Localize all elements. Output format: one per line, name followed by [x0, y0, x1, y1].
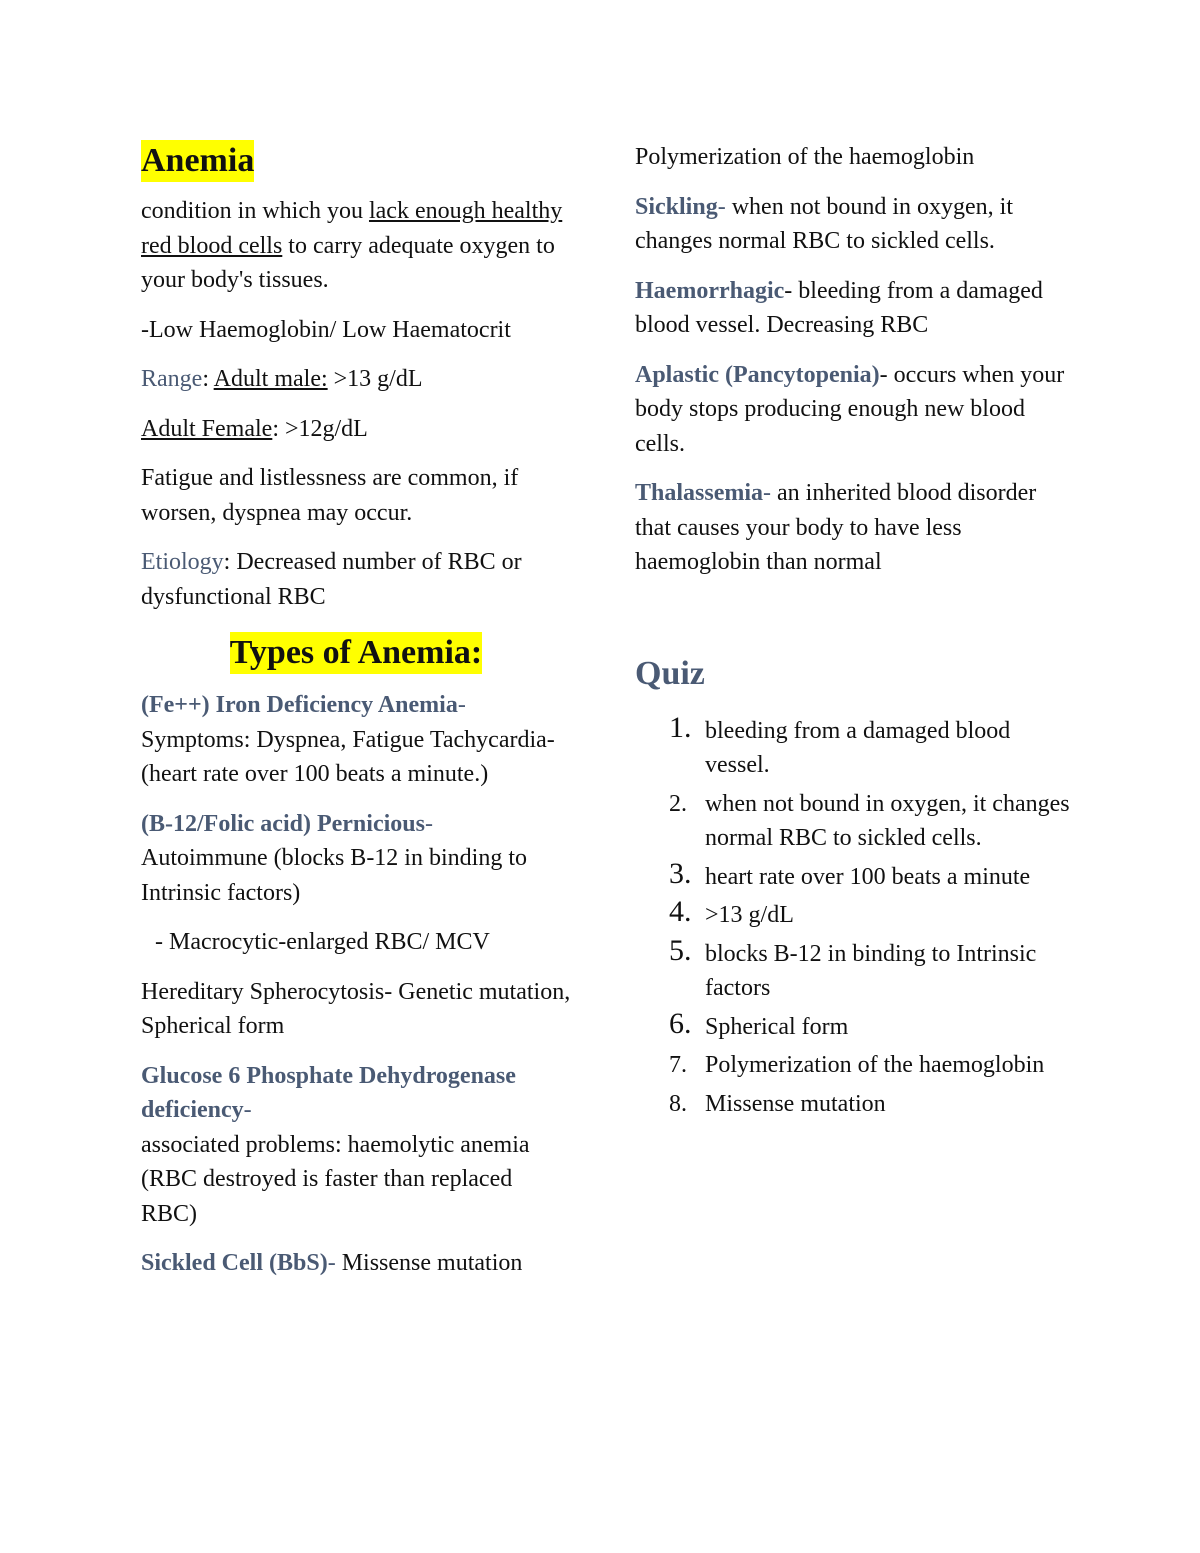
polymerization-line: Polymerization of the haemoglobin	[635, 144, 975, 170]
right-column	[635, 140, 1075, 1125]
quiz-title: Quiz	[635, 654, 705, 692]
hereditary-line: Hereditary Spherocytosis- Genetic mutation, Spherical form	[141, 978, 571, 1039]
low-line: -Low Haemoglobin/ Low Haematocrit	[141, 316, 511, 343]
quiz-item	[635, 710, 1075, 783]
definition-underlined: lack enough healthy red blood cells	[141, 198, 563, 259]
anemia-title: Anemia	[141, 140, 254, 182]
haemorrhagic-head: Haemorrhagic	[635, 277, 785, 304]
quiz-item-number: 5.	[669, 933, 692, 967]
sickling-dash: -	[717, 193, 726, 220]
range-colon: :	[202, 366, 214, 392]
range-line	[141, 362, 571, 397]
quiz-item	[635, 895, 1075, 933]
types-title: Types of Anemia:	[230, 632, 482, 674]
thalassemia-text: an inherited blood disorder that causes your body to have less haemoglobin than normal	[635, 480, 1037, 575]
female-line	[141, 412, 571, 447]
quiz-item-number: 1.	[669, 710, 692, 744]
quiz-item	[635, 856, 1075, 895]
quiz-item-number: 7.	[669, 1052, 687, 1078]
sickle-text: Missense mutation	[335, 1250, 523, 1276]
quiz-item-number: 4.	[669, 895, 692, 928]
g6pd-dash: -	[243, 1097, 252, 1123]
quiz-list	[635, 710, 1075, 1122]
types-heading-wrap	[141, 632, 571, 674]
quiz-item	[635, 787, 1075, 856]
sickle-section	[141, 1246, 571, 1281]
quiz-item-number: 8.	[669, 1090, 687, 1117]
pernicious-text: Autoimmune (blocks B-12 in binding to Intrinsic factors)	[141, 845, 527, 906]
quiz-item-text: Spherical form	[705, 1013, 849, 1040]
haemorrhagic-text: - bleeding from a damaged blood vessel. Decreasing RBC	[635, 277, 1043, 338]
quiz-item-number: 2.	[669, 790, 687, 817]
quiz-item-text: blocks B-12 in binding to Intrinsic factors	[705, 940, 1037, 1001]
thalassemia-dash: -	[763, 480, 772, 506]
haemorrhagic-section	[635, 274, 1075, 343]
adult-female-value: : >12g/dL	[272, 415, 368, 442]
definition-post: to carry adequate oxygen to your body's tissues.	[141, 232, 555, 293]
quiz-item-text: heart rate over 100 beats a minute	[705, 863, 1031, 890]
aplastic-section	[635, 358, 1075, 462]
thalassemia-head: Thalassemia	[635, 480, 764, 506]
quiz-item-number: 6.	[669, 1006, 692, 1040]
pernicious-dash: -	[424, 810, 433, 837]
g6pd-head: Glucose 6 Phosphate Dehydrogenase deficiency	[141, 1062, 516, 1123]
quiz-item	[635, 1048, 1075, 1083]
aplastic-text: - occurs when your body stops producing enough new blood cells.	[635, 361, 1065, 457]
quiz-item	[635, 1006, 1075, 1045]
pernicious-section	[141, 807, 571, 911]
sickling-text: when not bound in oxygen, it changes normal RBC to sickled cells.	[635, 193, 1014, 254]
adult-male-label: Adult male:	[213, 366, 328, 392]
sickle-dash: -	[327, 1250, 336, 1276]
quiz-item-text: Polymerization of the haemoglobin	[705, 1052, 1045, 1078]
quiz-item-text: when not bound in oxygen, it changes normal RBC to sickled cells.	[705, 790, 1070, 851]
etiology-label: Etiology	[141, 549, 224, 575]
macrocytic-line: - Macrocytic-enlarged RBC/ MCV	[155, 929, 490, 955]
etiology-text: : Decreased number of RBC or dysfunctional RBC	[141, 549, 522, 610]
quiz-item-number: 3.	[669, 856, 692, 890]
quiz-item-text: bleeding from a damaged blood vessel.	[705, 717, 1011, 778]
adult-female-label: Adult Female	[141, 415, 273, 442]
quiz-item-text: >13 g/dL	[705, 902, 794, 928]
fatigue-text: Fatigue and listlessness are common, if worsen, dyspnea may occur.	[141, 465, 519, 526]
definition-pre: condition in which you	[141, 198, 369, 224]
g6pd-section	[141, 1059, 571, 1232]
pernicious-head: (B-12/Folic acid) Pernicious	[141, 810, 425, 837]
g6pd-text: associated problems: haemolytic anemia (RBC destroyed is faster than replaced RBC)	[141, 1131, 530, 1227]
quiz-item	[635, 1087, 1075, 1122]
left-column	[141, 140, 571, 1296]
quiz-item	[635, 933, 1075, 1006]
aplastic-head: Aplastic (Pancytopenia)	[635, 361, 880, 388]
definition	[141, 194, 571, 298]
iron-text: Symptoms: Dyspnea, Fatigue Tachycardia- (heart rate over 100 beats a minute.)	[141, 726, 555, 787]
quiz-item-text: Missense mutation	[705, 1090, 886, 1117]
sickling-section	[635, 190, 1075, 259]
range-label: Range	[141, 366, 203, 392]
etiology-line	[141, 545, 571, 614]
sickle-head: Sickled Cell (BbS)	[141, 1250, 328, 1276]
iron-dash: -	[457, 692, 466, 718]
thalassemia-section	[635, 476, 1075, 580]
iron-section	[141, 688, 571, 792]
sickling-head: Sickling	[635, 193, 718, 220]
iron-head: (Fe++) Iron Deficiency Anemia	[141, 692, 458, 718]
adult-male-value: >13 g/dL	[327, 366, 423, 392]
